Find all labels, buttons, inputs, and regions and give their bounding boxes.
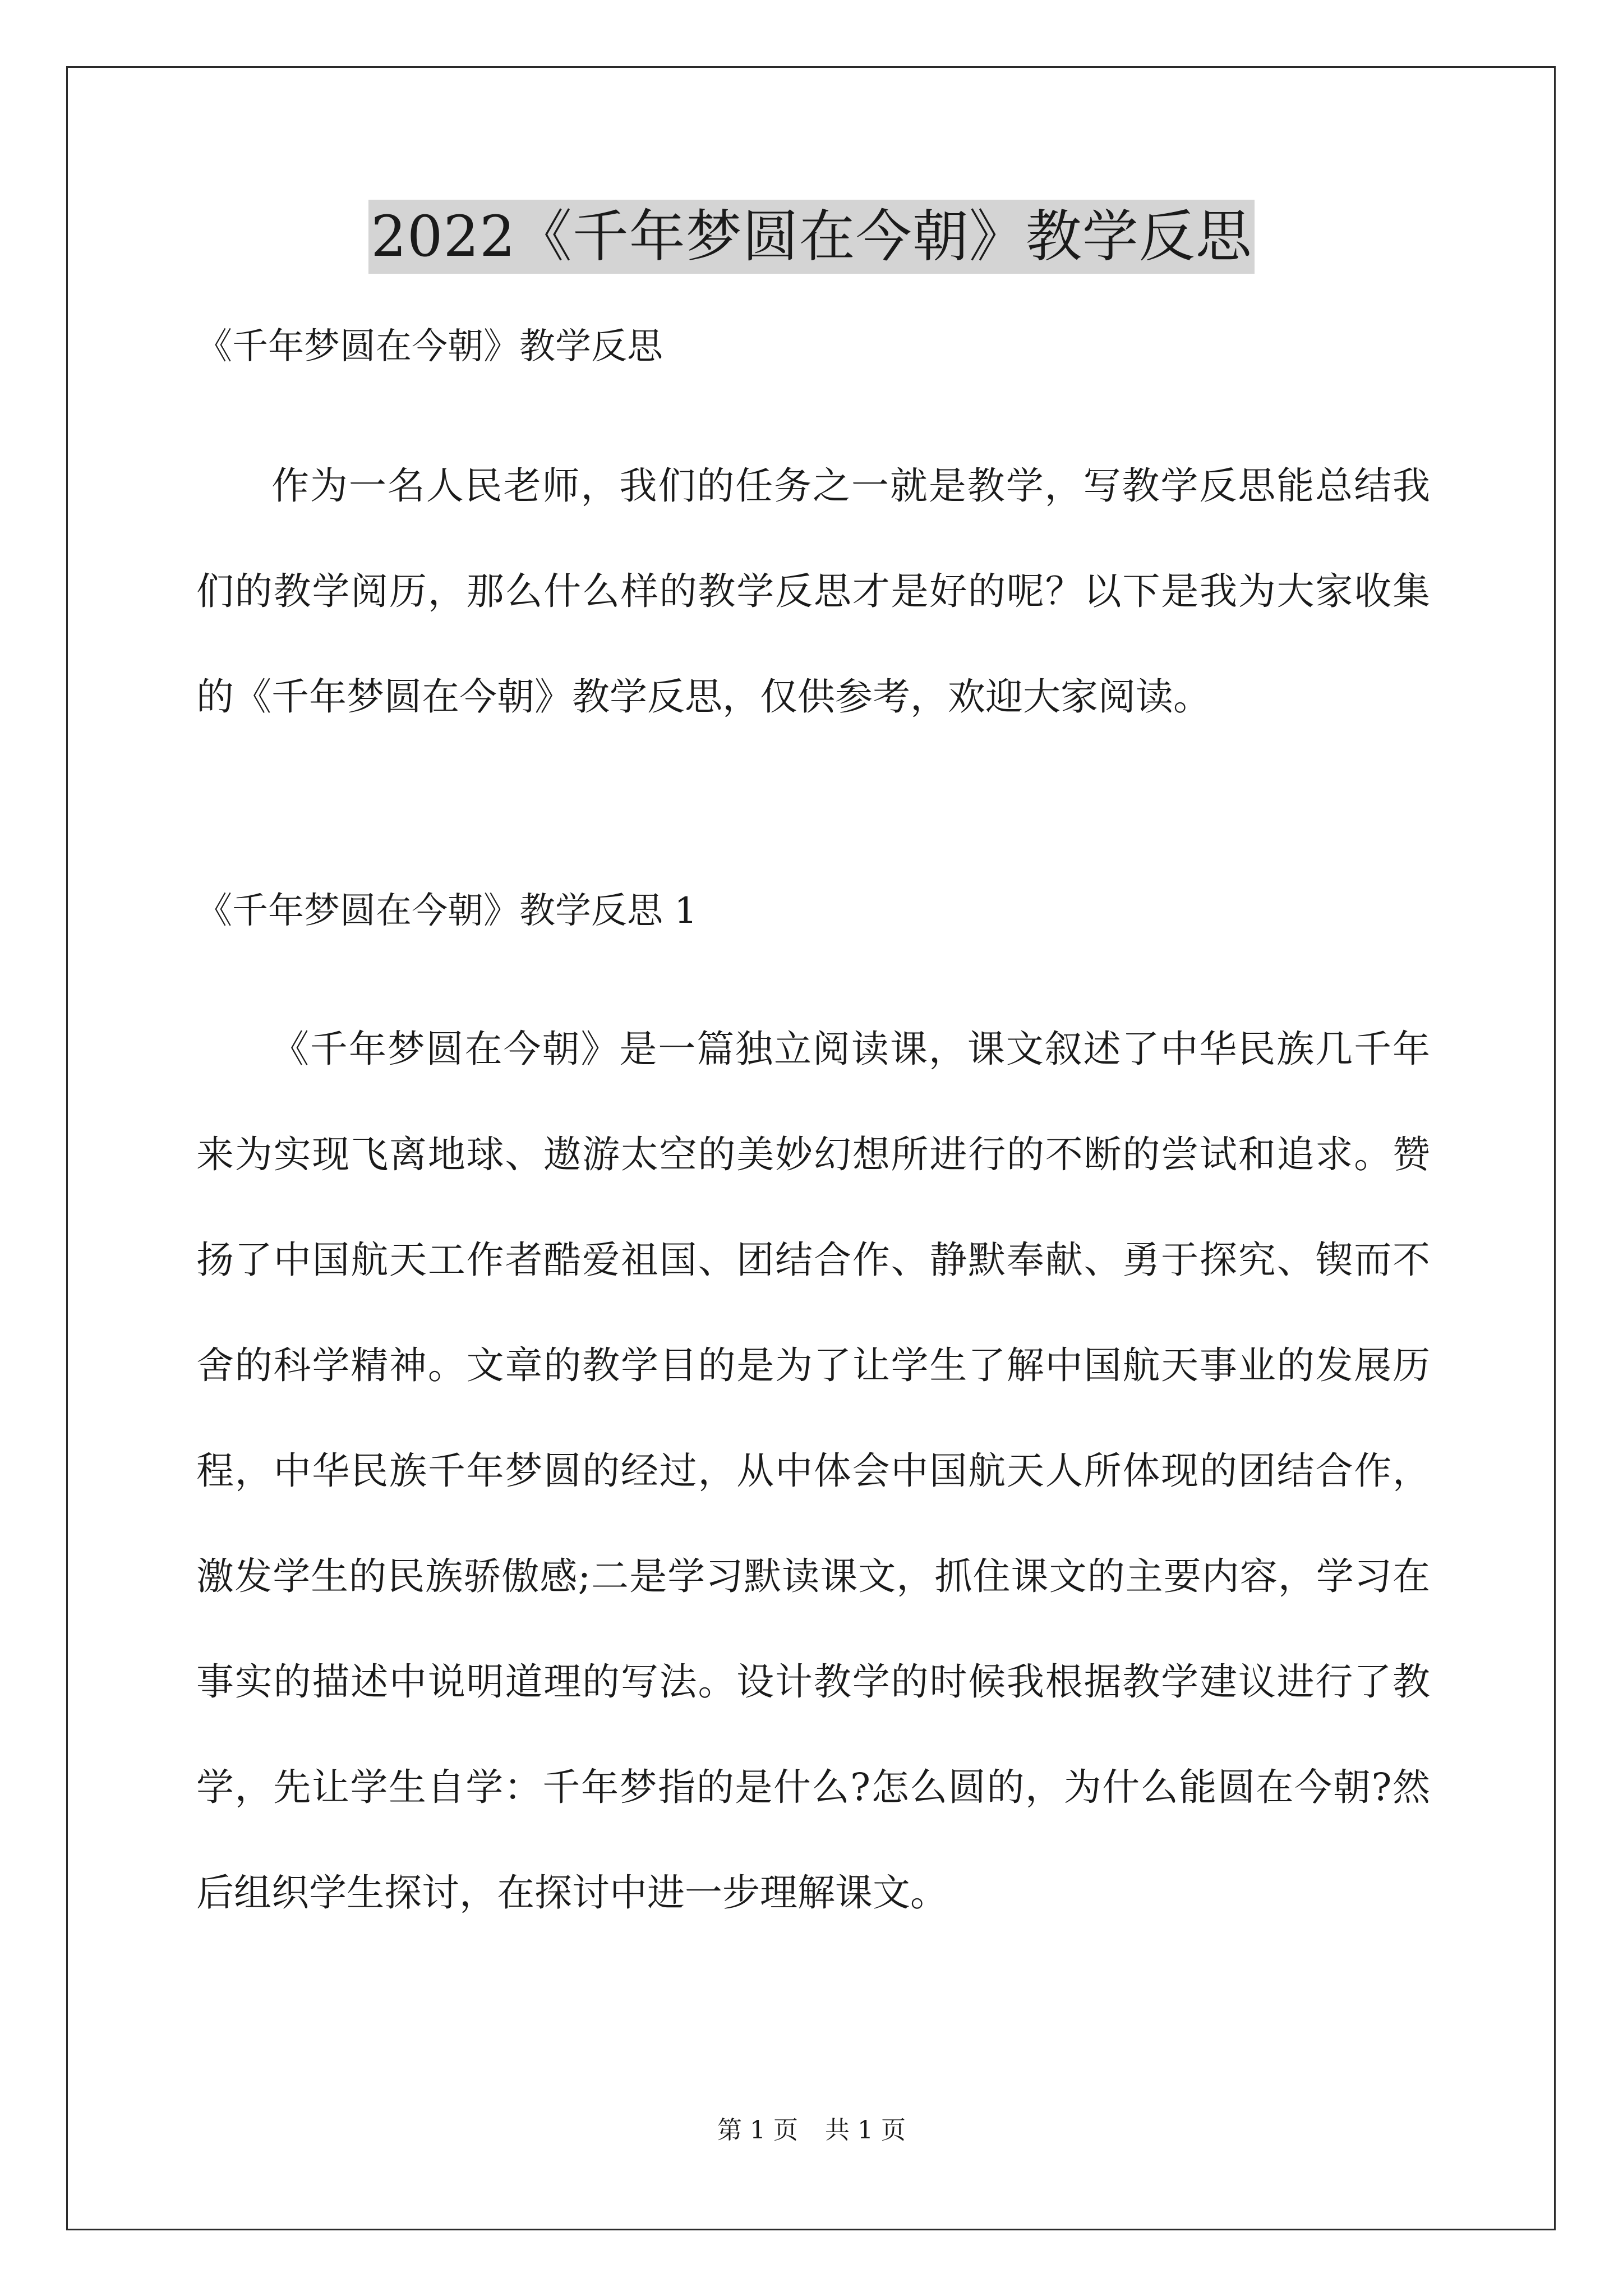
document-title-container — [0, 200, 1623, 274]
intro-paragraph: 作为一名人民老师，我们的任务之一就是教学，写教学反思能总结我们的教学阅历，那么什么样的教学反思才是好的呢？以下是我为大家收集的《千年梦圆在今朝》教学反思，仅供参考，欢迎大家阅读。 — [196, 464, 1430, 719]
section-heading-1: 《千年梦圆在今朝》教学反思 1 — [196, 890, 698, 932]
page-number: 第 1 页 — [717, 2116, 798, 2145]
page-total: 共 1 页 — [825, 2116, 906, 2145]
body-paragraph-1: 《千年梦圆在今朝》是一篇独立阅读课，课文叙述了中华民族几千年来为实现飞离地球、遨游太空的美妙幻想所进行的不断的尝试和追求。赞扬了中国航天工作者酷爱祖国、团结合作、静默奉献、勇于探究、锲而不舍的科学精神。文章的教学目的是为了让学生了解中国航天事业的发展历程，中华民族千年梦圆的经过，从中体会中国航天人所体现的团结合作，激发学生的民族骄傲感;二是学习默读课文，抓住课文的主要内容，学习在事实的描述中说明道理的写法。设计教学的时候我根据教学建议进行了教学，先让学生自学：千年梦指的是什么?怎么圆的，为什么能圆在今朝?然后组织学生探讨，在探讨中进一步理解课文。 — [196, 1027, 1430, 1915]
document-title: 2022《千年梦圆在今朝》教学反思 — [368, 200, 1255, 274]
page-footer — [0, 2115, 1623, 2146]
section-heading-intro: 《千年梦圆在今朝》教学反思 — [196, 326, 663, 367]
